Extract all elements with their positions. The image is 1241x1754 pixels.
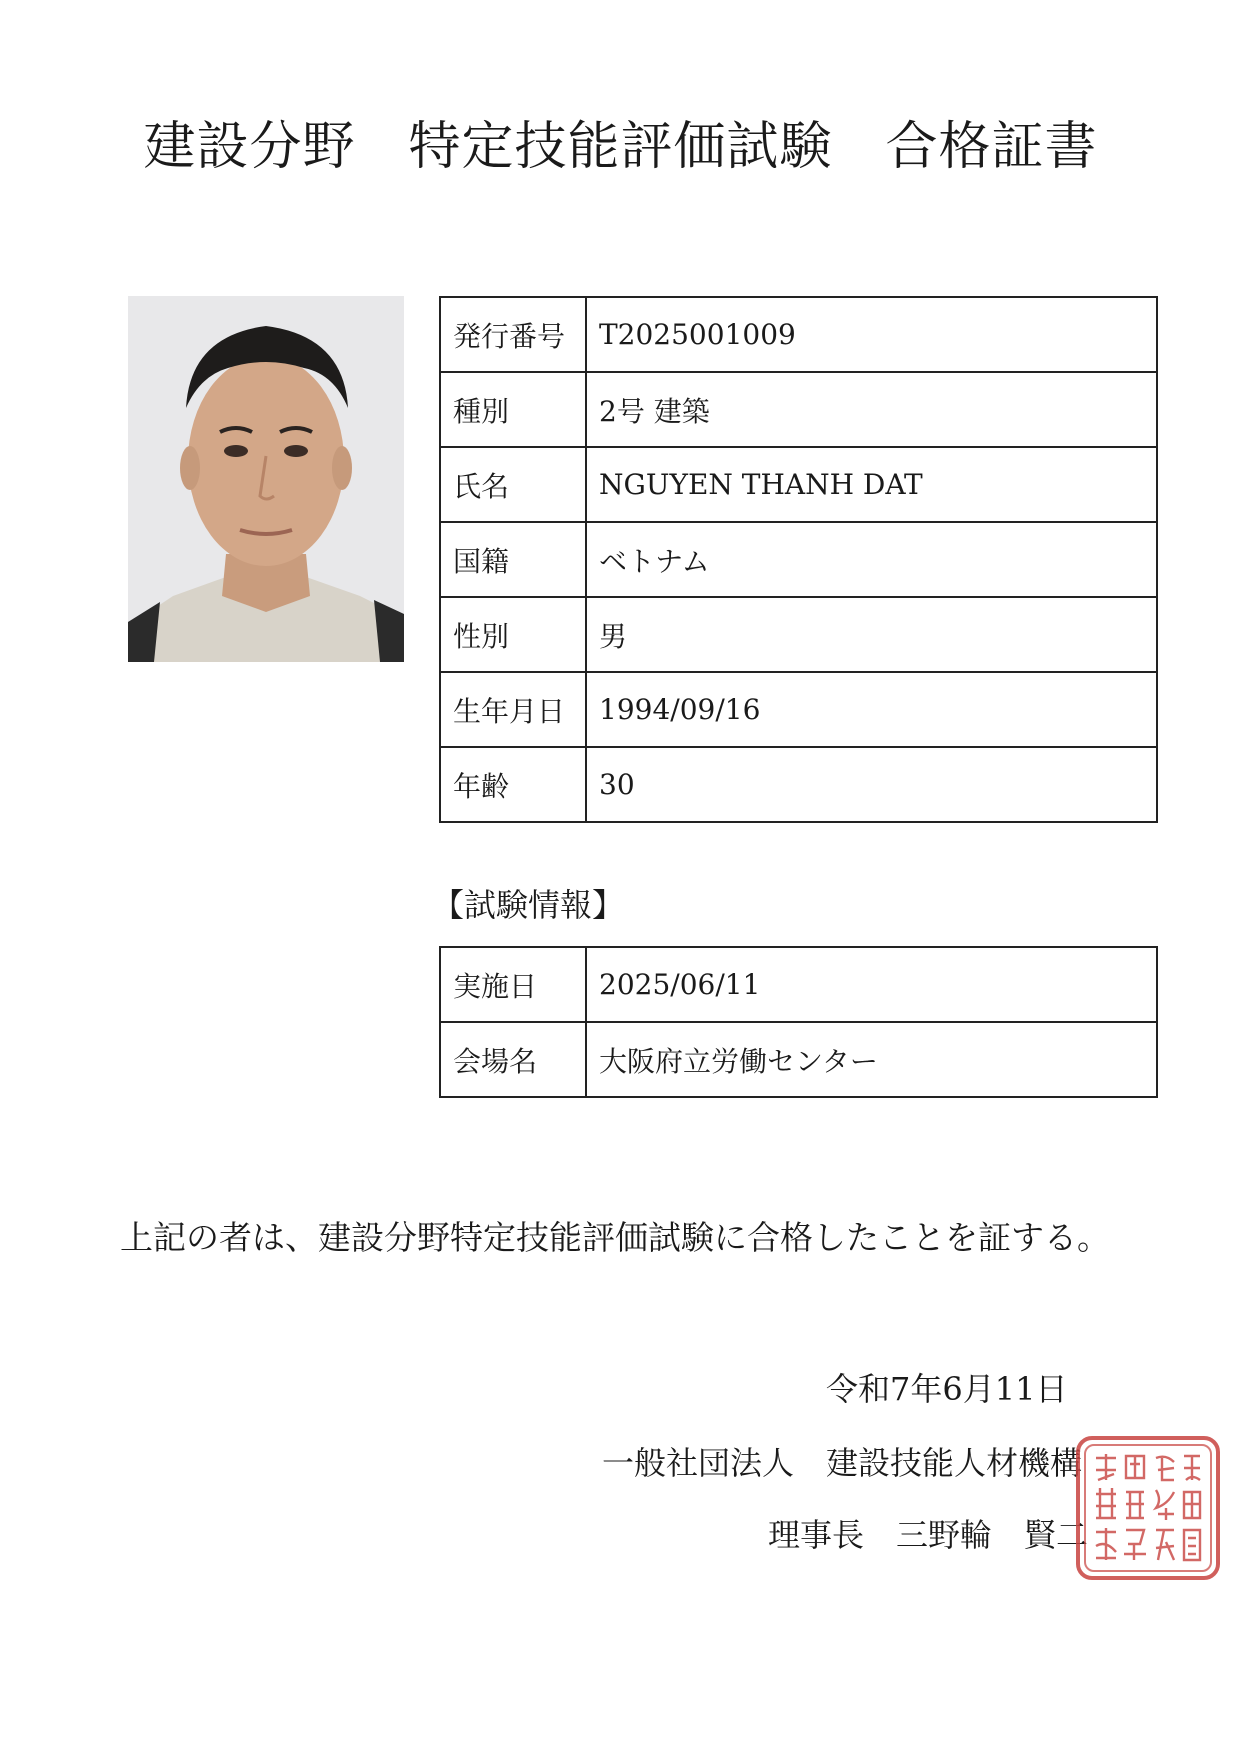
issue-number-label: 発行番号: [440, 297, 586, 372]
category-value: 2号 建築: [586, 372, 1157, 447]
age-label: 年齢: [440, 747, 586, 822]
certification-statement: 上記の者は、建設分野特定技能評価試験に合格したことを証する。: [120, 1218, 1110, 1257]
table-row: [440, 447, 1157, 522]
portrait-illustration: [128, 296, 404, 662]
exam-info-table: [439, 946, 1158, 1098]
personal-info-table: [439, 296, 1158, 823]
gender-label: 性別: [440, 597, 586, 672]
exam-info-heading: 【試験情報】: [432, 886, 625, 924]
gender-value: 男: [586, 597, 1157, 672]
birthdate-label: 生年月日: [440, 672, 586, 747]
table-row: [440, 597, 1157, 672]
nationality-value: ベトナム: [586, 522, 1157, 597]
issue-date: 令和7年6月11日: [826, 1370, 1068, 1408]
nationality-label: 国籍: [440, 522, 586, 597]
table-row: [440, 522, 1157, 597]
category-label: 種別: [440, 372, 586, 447]
table-row: [440, 372, 1157, 447]
name-value: NGUYEN THANH DAT: [586, 447, 1157, 522]
venue-label: 会場名: [440, 1022, 586, 1097]
exam-date-value: 2025/06/11: [586, 947, 1157, 1022]
applicant-photo: [128, 296, 404, 662]
age-value: 30: [586, 747, 1157, 822]
table-row: [440, 747, 1157, 822]
table-row: [440, 297, 1157, 372]
issuing-organization: 一般社団法人 建設技能人材機構: [602, 1444, 1083, 1482]
name-label: 氏名: [440, 447, 586, 522]
issue-number-value: T2025001009: [586, 297, 1157, 372]
official-seal: [1074, 1434, 1222, 1582]
chairman-name: 理事長 三野輪 賢二: [768, 1516, 1089, 1554]
table-row: [440, 947, 1157, 1022]
venue-value: 大阪府立労働センター: [586, 1022, 1157, 1097]
birthdate-value: 1994/09/16: [586, 672, 1157, 747]
exam-date-label: 実施日: [440, 947, 586, 1022]
table-row: [440, 672, 1157, 747]
certificate-title: 建設分野 特定技能評価試験 合格証書: [143, 117, 1098, 177]
seal-stamp-icon: [1074, 1434, 1222, 1582]
table-row: [440, 1022, 1157, 1097]
